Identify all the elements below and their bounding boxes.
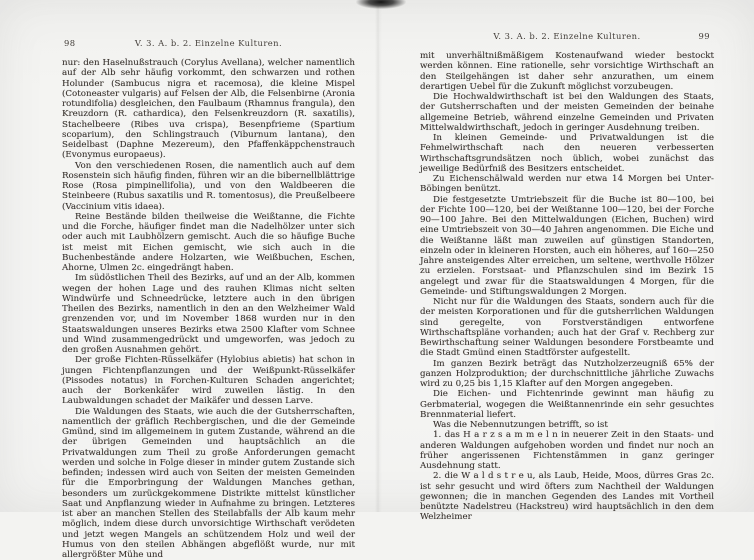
paragraph: 2. die W a l d s t r e u, als Laub, Heide, Moos, dürres Gras 2c. ist sehr gesucht und wird öfters zum Nachtheil der Waldungen gewonnen; die in manchen Gegenden des Landes mit Vortheil benützte Nadelstreu (Hackstreu) wird hauptsächlich in den dem Welzheimer	[420, 471, 714, 522]
page-gutter-crease	[375, 6, 382, 512]
paragraph: Die Eichen- und Fichtenrinde gewinnt man häufig zu Gerbmaterial, wogegen die Weißtannenrinde ein sehr gesuchtes Brennmaterial liefert.	[420, 389, 714, 420]
paragraph: 1. das H a r z s a m m e l n in neuerer Zeit in den Staats- und anderen Waldungen aufgehoben worden und findet nur noch an früher angerissenen Fichtenstämmen in ganz geringer Ausdehnung statt.	[420, 430, 714, 471]
left-running-head	[62, 38, 355, 50]
paragraph: Was die Nebennutzungen betrifft, so ist	[420, 420, 714, 430]
paragraph: Zu Eichenschälwald werden nur etwa 14 Morgen bei Unter-Böbingen benützt.	[420, 174, 714, 195]
right-running-head	[420, 31, 714, 43]
left-page	[62, 38, 355, 560]
paragraph: Die Hochwaldwirthschaft ist bei den Waldungen des Staats, der Gutsherrschaften und der meisten Gemeinden der beinahe allgemeine Betrieb, während einzelne Gemeinden und Privaten Mittelwaldwirthschaft, jedoch in geringer Ausdehnung treiben.	[420, 92, 714, 133]
right-page-number: 99	[698, 31, 710, 41]
paragraph: In kleinen Gemeinde- und Privatwaldungen ist die Fehmelwirthschaft nach den neueren verbesserten Wirthschaftsgrundsätzen noch üblich, wobei zunächst das jeweilige Bedürfniß des Besitzers entscheidet.	[420, 133, 714, 174]
paragraph: Die festgesetzte Umtriebszeit für die Buche ist 80—100, bei der Fichte 100—120, bei der Weißtanne 100—120, bei der Forche 90—100 Jahre. Bei den Mittelwaldungen (Eichen, Buchen) wird eine Umtriebszeit von 30—40 Jahren angenommen. Die Eiche und die Weißtanne läßt man zuweilen auf günstigen Standorten, einzeln oder in kleineren Horsten, auch ein höheres, auf 160—250 Jahre ansteigendes Alter erreichen, um seltene, werthvolle Hölzer zu erzielen. Forstsaat- und Pflanzschulen sind im Bezirk 15 angelegt und zwar für die Staatswaldungen 4 Morgen, für die Gemeinde- und Stiftungswaldungen 2 Morgen.	[420, 195, 714, 298]
paragraph: Die Waldungen des Staats, wie auch die der Gutsherrschaften, namentlich der gräflich Rechbergischen, und die der Gemeinde Gmünd, sind im allgemeinem in gutem Zustande, während an die der übrigen Gemeinden und hauptsächlich an die Privatwaldungen zum Theil zu große Anforderungen gemacht werden und solche in Folge dieser in minder gutem Zustande sich befinden; indessen wird auch von Seiten der meisten Gemeinden für die Emporbringung der Waldungen Manches gethan, besonders um zurückgekommene Distrikte mittelst künstlicher Saat und Anpflanzung wieder in Aufnahme zu bringen. Letzteres ist aber an manchen Stellen des Steilabfalls der Alb kaum mehr möglich, indem diese durch unvorsichtige Wirthschaft verödeten und jetzt wegen Mangels an schützendem Holz und weil der Humus von den steilen Abhängen abgeflößt wurde, nur mit allergrößter Mühe und	[62, 407, 355, 560]
paragraph: Reine Bestände bilden theilweise die Weißtanne, die Fichte und die Forche, häufiger findet man die Nadelhölzer unter sich oder auch mit Laubhölzern gemischt. Auch die so häufige Buche ist meist mit Eichen gemischt, wie sich auch in die Buchenbestände andere Holzarten, wie Weißbuchen, Eschen, Ahorne, Ulmen 2c. eingedrängt haben.	[62, 212, 355, 274]
paragraph: Nicht nur für die Waldungen des Staats, sondern auch für die der meisten Korporationen und für die gutsherrlichen Waldungen sind geregelte, von Forstverständigen entworfene Wirthschaftspläne vorhanden; auch hat der Graf v. Rechberg zur Bewirthschaftung seiner Waldungen besondere Forstbeamte und die Stadt Gmünd einen Stadtförster aufgestellt.	[420, 297, 714, 359]
left-page-body	[62, 58, 355, 560]
paragraph: Der große Fichten-Rüsselkäfer (Hylobius abietis) hat schon in jungen Fichtenpflanzungen und der Weißpunkt-Rüsselkäfer (Pissodes notatus) in Forchen-Kulturen Schaden angerichtet; auch der Borkenkäfer wird zuweilen lästig. In den Laubwaldungen schadet der Maikäfer und dessen Larve.	[62, 355, 355, 406]
paragraph: mit unverhältnißmäßigem Kostenaufwand wieder bestockt werden können. Eine rationelle, sehr vorsichtige Wirthschaft an den Steilgehängen ist daher sehr anzurathen, um einem derartigen Uebel für die Zukunft möglichst vorzubeugen.	[420, 51, 714, 92]
binding-shadow	[356, 0, 406, 9]
paragraph: Im südöstlichen Theil des Bezirks, auf und an der Alb, kommen wegen der hohen Lage und des rauhen Klimas nicht selten Windwürfe und Schneedrücke, letztere auch in den übrigen Theilen des Bezirks, namentlich in den an den Welzheimer Wald grenzenden vor, und im November 1868 wurden nur in den Staatswaldungen unseres Bezirks etwa 2500 Klafter vom Schnee und Wind zusammengedrückt und umgeworfen, was jedoch zu den großen Ausnahmen gehört.	[62, 273, 355, 355]
right-page-body	[420, 51, 714, 523]
paragraph: Im ganzen Bezirk beträgt das Nutzholzerzeugniß 65% der ganzen Holzproduktion; der durchschnittliche jährliche Zuwachs wird zu 0,25 bis 1,15 Klafter auf den Morgen angegeben.	[420, 359, 714, 390]
right-running-title: V. 3. A. b. 2. Einzelne Kulturen.	[420, 31, 714, 41]
paragraph: Von den verschiedenen Rosen, die namentlich auch auf dem Rosenstein sich häufig finden, führen wir an die bibernellblättrige Rose (Rosa pimpinellifolia), und von den Waldbeeren die Steinbeere (Rubus saxatilis und R. tomentosus), die Preußelbeere (Vaccinium vitis idaea).	[62, 161, 355, 212]
right-page	[420, 31, 714, 523]
left-page-number: 98	[64, 38, 76, 48]
left-running-title: V. 3. A. b. 2. Einzelne Kulturen.	[62, 38, 355, 48]
paragraph: nur: den Haselnußstrauch (Corylus Avellana), welcher namentlich auf der Alb sehr häufig vorkommt, den schwarzen und rothen Holunder (Sambucus nigra et racemosa), die kleine Mispel (Cotoneaster vulgaris) auf Felsen der Alb, die Felsenbirne (Aronia rotundifolia) desgleichen, den Faulbaum (Rhamnus frangula), den Kreuzdorn (R. cathardica), den Felsenkreuzdorn (R. saxatilis), Stachelbeere (Ribes uva crispa), Besenpfrieme (Spartium scoparium), den Schlingstrauch (Viburnum lantana), den Seidelbast (Daphne Mezereum), den Pfaffenkäppchenstrauch (Evonymus europaeus).	[62, 58, 355, 161]
